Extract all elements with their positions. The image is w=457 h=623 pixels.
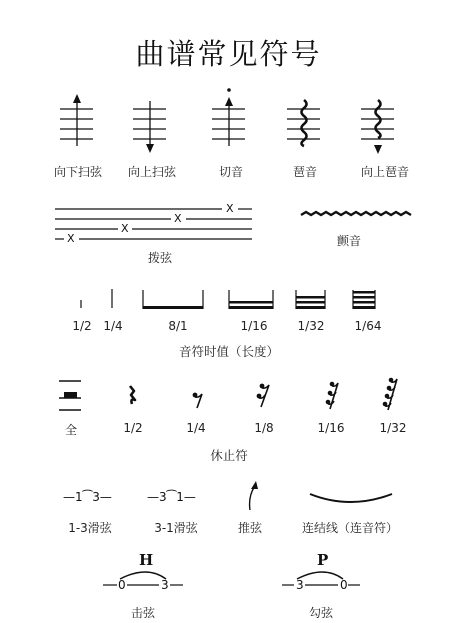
slide-up-label: 1-3滑弦 xyxy=(68,521,112,535)
arpeggio-up-label: 向上琶音 xyxy=(360,165,410,179)
strum-down-label: 向下扫弦 xyxy=(53,165,103,179)
pull-to-fret: 0 xyxy=(340,578,348,592)
hammer-letter: H xyxy=(139,551,154,569)
mute-strum-label: 切音 xyxy=(218,165,244,179)
note-value-label: 1/2 xyxy=(72,319,92,333)
tremolo-label: 颤音 xyxy=(336,234,362,248)
pluck-mark-string1: X xyxy=(226,202,234,215)
pull-label: 勾弦 xyxy=(308,606,334,620)
rest-caption: 休止符 xyxy=(210,448,248,463)
hammer-from-fret: 0 xyxy=(118,578,126,592)
pluck-mark-string3: X xyxy=(121,222,129,235)
pull-from-fret: 3 xyxy=(296,578,304,592)
strum-up-label: 向上扫弦 xyxy=(127,165,177,179)
arpeggio-label: 琶音 xyxy=(292,165,318,179)
pluck-mark-string4: X xyxy=(67,232,75,245)
rest-value-label: 1/8 xyxy=(254,421,274,435)
rest-value-label: 全 xyxy=(64,423,78,437)
rest-value-label: 1/4 xyxy=(186,421,206,435)
tie-label: 连结线（连音符） xyxy=(301,521,399,535)
note-duration-caption: 音符时值（长度） xyxy=(178,344,280,359)
hammer-arc xyxy=(120,572,166,579)
bend-label: 推弦 xyxy=(237,521,263,535)
note-value-label: 1/4 xyxy=(103,319,123,333)
hammer-to-fret: 3 xyxy=(161,578,169,592)
pluck-label: 拨弦 xyxy=(147,251,173,265)
slide-down-tab: —3⁀1— xyxy=(147,490,196,504)
hammer-label: 击弦 xyxy=(130,606,156,620)
note-value-label: 1/64 xyxy=(354,319,382,333)
note-value-label: 1/16 xyxy=(240,319,268,333)
slide-up-tab: —1⁀3— xyxy=(63,490,112,504)
note-value-label: 1/32 xyxy=(297,319,325,333)
note-value-label: 8/1 xyxy=(168,319,188,333)
page-title: 曲谱常见符号 xyxy=(135,37,322,71)
slide-down-label: 3-1滑弦 xyxy=(154,521,198,535)
pull-arc xyxy=(297,572,343,579)
rest-value-label: 1/16 xyxy=(317,421,345,435)
pluck-mark-string2: X xyxy=(174,212,182,225)
pull-letter: P xyxy=(317,551,329,569)
rest-value-label: 1/32 xyxy=(379,421,407,435)
rest-value-label: 1/2 xyxy=(123,421,143,435)
